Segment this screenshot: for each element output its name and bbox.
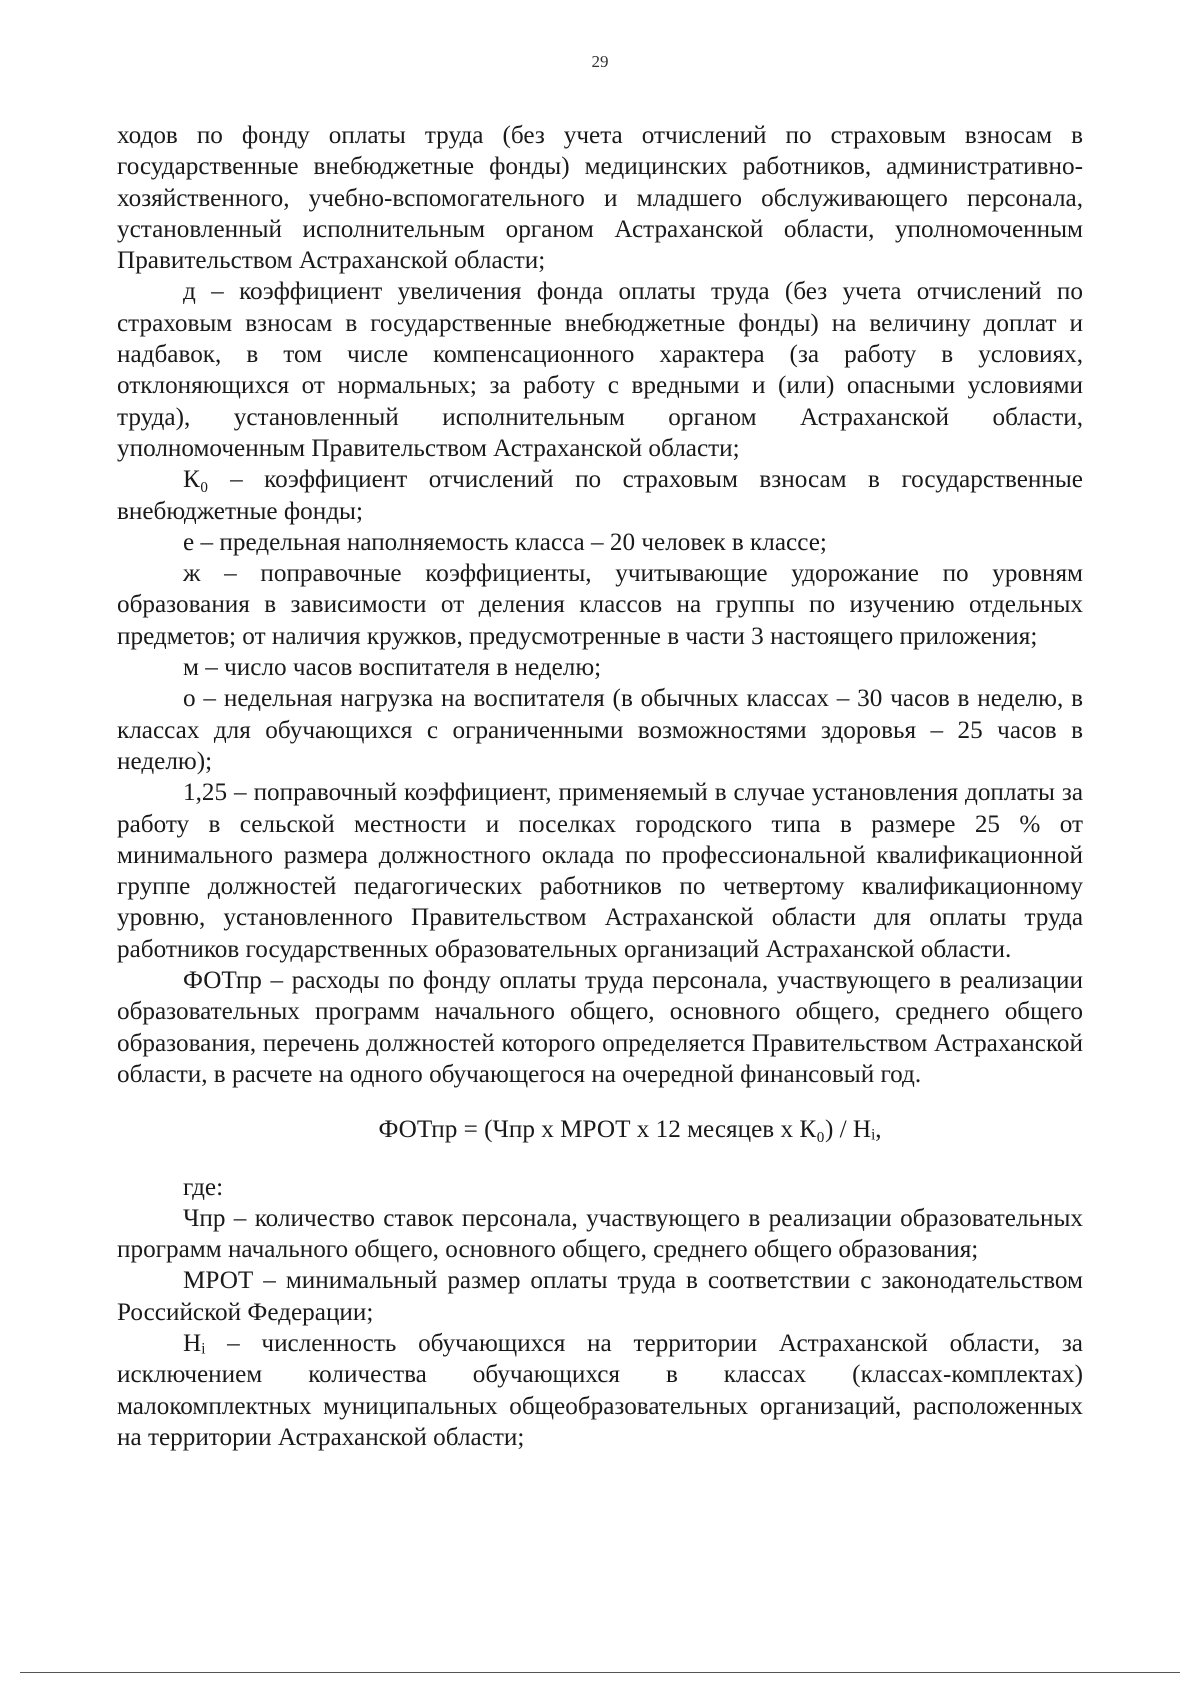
definition: Чпр – количество ставок персонала, участвующего в реализации образовательных программ начального общего, основного общего, среднего общего образования; <box>117 1204 1083 1264</box>
where-label: где: <box>183 1173 224 1201</box>
paragraph: о – недельная нагрузка на воспитателя (в обычных классах – 30 часов в неделю, в классах для обучающихся с ограниченными возможностями здоровья – 25 часов в неделю); <box>117 685 1083 775</box>
definition: МРОТ – минимальный размер оплаты труда в соответствии с законодательством Российской Федерации; <box>117 1267 1083 1326</box>
paragraph: ФОТпр – расходы по фонду оплаты труда персонала, участвующего в реализации образовательных программ начального общего, основного общего, среднего общего образования, перечень должностей которого определяется Правительством Астраханской области, в расчете на одного обучающегося на очередной финансовый год. <box>117 967 1083 1088</box>
paragraph: 1,25 – поправочный коэффициент, применяемый в случае установления доплаты за работу в сельской местности и поселках городского типа в размере 25 % от минимального размера должностного оклада по профессиональной квалификационной группе должностей педагогических работников по четвертому квалификационному уровню, установленного Правительством Астраханской области для оплаты труда работников государственных образовательных организаций Астраханской области. <box>117 779 1083 963</box>
paragraph: м – число часов воспитателя в неделю; <box>183 654 602 682</box>
document-body <box>117 120 1083 1453</box>
page-number: 29 <box>591 52 609 71</box>
paragraph: д – коэффициент увеличения фонда оплаты труда (без учета отчислений по страховым взносам в государственные внебюджетные фонды) на величину доплат и надбавок, в том числе компенсационного характера (за работу в условиях, отклоняющихся от нормальных; за работу с вредными и (или) опасными условиями труда), установленный исполнительным органом Астраханской области, уполномоченным Правительством Астраханской области; <box>117 278 1083 462</box>
formula: ФОТпр = (Чпр х МРОТ х 12 месяцев х К₀) / Нᵢ, <box>378 1116 882 1144</box>
paragraph: К₀ – коэффициент отчислений по страховым взносам в государственные внебюджетные фонды; <box>117 466 1083 525</box>
paragraph: е – предельная наполняемость класса – 20 человек в классе; <box>183 528 827 556</box>
paragraph: ж – поправочные коэффициенты, учитывающие удорожание по уровням образования в зависимости от деления классов на группы по изучению отдельных предметов; от наличия кружков, предусмотренные в части 3 настоящего приложения; <box>117 560 1083 650</box>
paragraph: ходов по фонду оплаты труда (без учета отчислений по страховым взносам в государственные внебюджетные фонды) медицинских работников, административно-хозяйственного, учебно-вспомогательного и младшего обслуживающего персонала, установленный исполнительным органом Астраханской области, уполномоченным Правительством Астраханской области; <box>117 122 1083 275</box>
definition: Нᵢ – численность обучающихся на территории Астраханской области, за исключением количества обучающихся в классах (классах-комплектах) малокомплектных муниципальных общеобразовательных организаций, расположенных на территории Астраханской области; <box>117 1329 1083 1451</box>
bottom-rule <box>20 1672 1180 1673</box>
